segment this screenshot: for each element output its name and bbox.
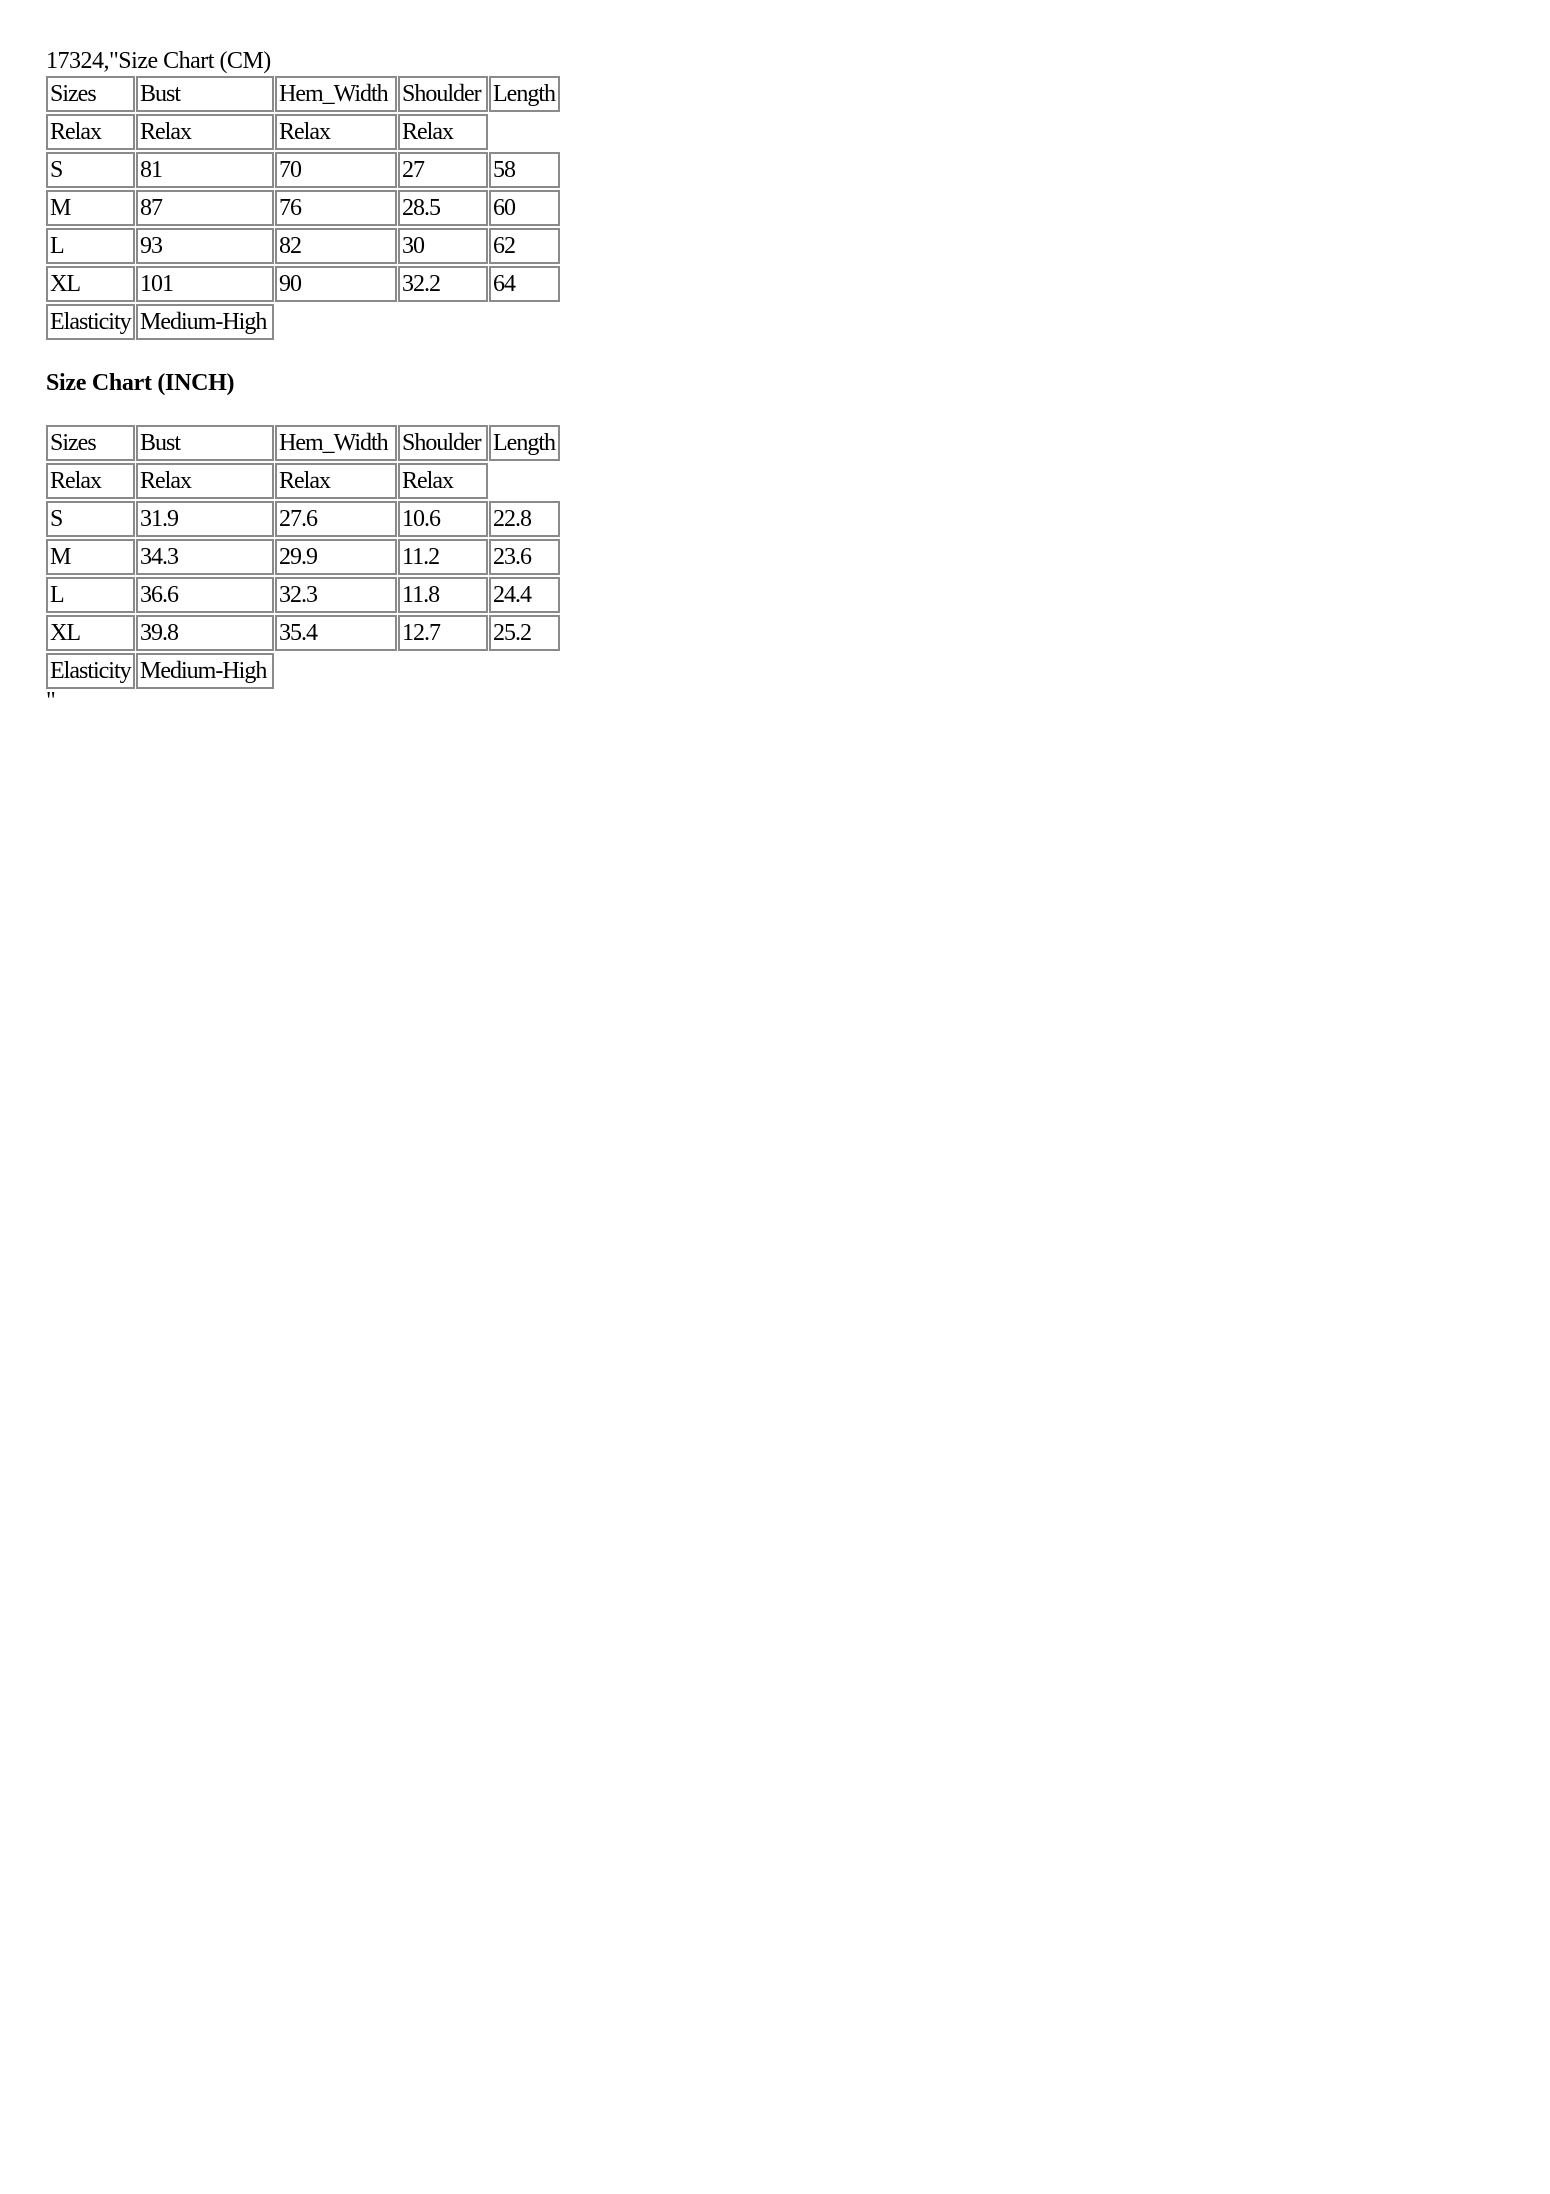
table-cell-size: M	[46, 539, 135, 575]
table-cell-shoulder: 28.5	[398, 190, 488, 226]
size-chart-inch-table	[46, 425, 555, 691]
header-cell-bust: Bust	[136, 425, 274, 461]
elasticity-label-cell: Elasticity	[46, 304, 135, 340]
table-cell-length: 22.8	[489, 501, 560, 537]
header-cell-shoulder: Shoulder	[398, 76, 488, 112]
header-cell-length: Length	[489, 76, 560, 112]
table-cell-bust: 34.3	[136, 539, 274, 575]
table-cell-shoulder: 12.7	[398, 615, 488, 651]
table-cell-size: XL	[46, 266, 135, 302]
relax-cell: Relax	[46, 114, 135, 150]
table-cell-shoulder: 11.2	[398, 539, 488, 575]
header-cell-hem-width: Hem_Width	[275, 76, 397, 112]
table-cell-length: 24.4	[489, 577, 560, 613]
header-cell-bust: Bust	[136, 76, 274, 112]
table-cell-hem-width: 32.3	[275, 577, 397, 613]
page-content	[46, 46, 555, 714]
table-cell-size: S	[46, 501, 135, 537]
relax-cell: Relax	[398, 114, 488, 150]
elasticity-label-cell: Elasticity	[46, 653, 135, 689]
header-cell-sizes: Sizes	[46, 76, 135, 112]
table-cell-shoulder: 11.8	[398, 577, 488, 613]
table-cell-size: L	[46, 577, 135, 613]
table-cell-shoulder: 27	[398, 152, 488, 188]
table-cell-shoulder: 32.2	[398, 266, 488, 302]
table-cell-hem-width: 27.6	[275, 501, 397, 537]
table-cell-hem-width: 82	[275, 228, 397, 264]
table-cell-length: 58	[489, 152, 560, 188]
size-chart-cm-table	[46, 76, 555, 342]
inch-chart-heading: Size Chart (INCH)	[46, 370, 235, 396]
table-cell-size: L	[46, 228, 135, 264]
table-cell-bust: 39.8	[136, 615, 274, 651]
header-cell-sizes: Sizes	[46, 425, 135, 461]
table-cell-bust: 31.9	[136, 501, 274, 537]
header-cell-hem-width: Hem_Width	[275, 425, 397, 461]
relax-cell: Relax	[398, 463, 488, 499]
relax-cell: Relax	[136, 114, 274, 150]
table-cell-hem-width: 29.9	[275, 539, 397, 575]
elasticity-value-cell: Medium-High	[136, 653, 274, 689]
elasticity-value-cell: Medium-High	[136, 304, 274, 340]
table-cell-length: 60	[489, 190, 560, 226]
table-cell-shoulder: 10.6	[398, 501, 488, 537]
table-cell-size: XL	[46, 615, 135, 651]
header-cell-length: Length	[489, 425, 560, 461]
table-cell-length: 23.6	[489, 539, 560, 575]
relax-cell: Relax	[136, 463, 274, 499]
table-cell-length: 25.2	[489, 615, 560, 651]
table-cell-bust: 81	[136, 152, 274, 188]
table-cell-bust: 36.6	[136, 577, 274, 613]
relax-cell: Relax	[46, 463, 135, 499]
header-cell-shoulder: Shoulder	[398, 425, 488, 461]
table-cell-hem-width: 90	[275, 266, 397, 302]
relax-cell: Relax	[275, 114, 397, 150]
closing-quote-mark: "	[46, 688, 56, 714]
table-cell-shoulder: 30	[398, 228, 488, 264]
table-cell-hem-width: 70	[275, 152, 397, 188]
table-cell-size: M	[46, 190, 135, 226]
table-cell-size: S	[46, 152, 135, 188]
table-cell-hem-width: 35.4	[275, 615, 397, 651]
table-cell-length: 62	[489, 228, 560, 264]
table-cell-length: 64	[489, 266, 560, 302]
table-cell-bust: 101	[136, 266, 274, 302]
intro-line: 17324,"Size Chart (CM)	[46, 48, 271, 74]
table-cell-hem-width: 76	[275, 190, 397, 226]
table-cell-bust: 87	[136, 190, 274, 226]
table-cell-bust: 93	[136, 228, 274, 264]
relax-cell: Relax	[275, 463, 397, 499]
